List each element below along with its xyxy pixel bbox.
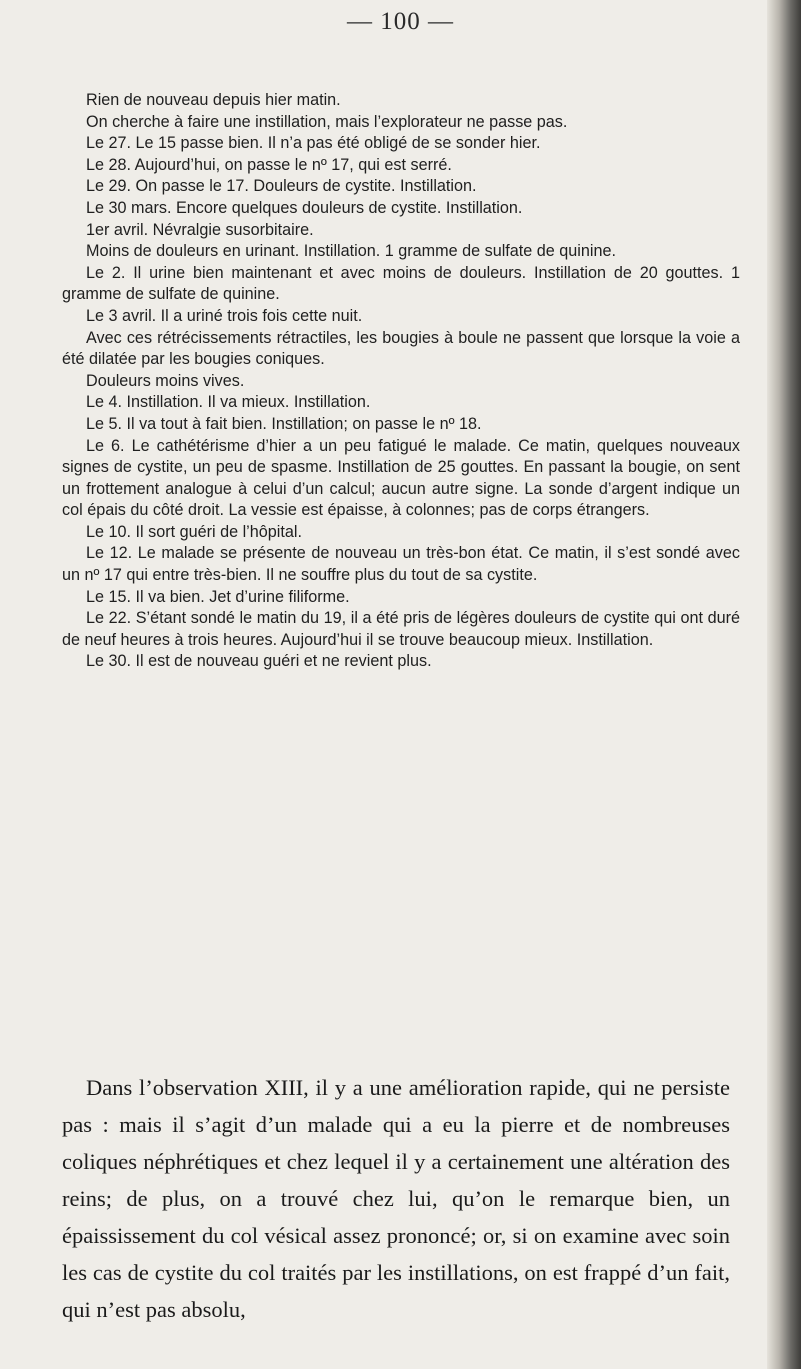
- journal-entry: Le 2. Il urine bien maintenant et avec moins de douleurs. Instillation de 20 gouttes. 1 gramme de sulfate de quinine.: [62, 263, 740, 304]
- journal-entry: Le 30 mars. Encore quelques douleurs de cystite. Instillation.: [86, 198, 523, 217]
- page-number: — 100 —: [347, 8, 454, 35]
- journal-entry: Douleurs moins vives.: [86, 371, 245, 390]
- journal-entry: On cherche à faire une instillation, mais l’explorateur ne passe pas.: [86, 112, 568, 131]
- journal-entry: Le 4. Instillation. Il va mieux. Instillation.: [86, 393, 371, 412]
- journal-entry: Le 28. Aujourd’hui, on passe le nº 17, qui est serré.: [86, 155, 452, 174]
- journal-entry: Le 12. Le malade se présente de nouveau un très-bon état. Ce matin, il s’est sondé avec un nº 17 qui entre très-bien. Il ne souffre plus du tout de sa cystite.: [62, 544, 740, 585]
- journal-entry: Le 10. Il sort guéri de l’hôpital.: [86, 522, 302, 541]
- journal-entry: Moins de douleurs en urinant. Instillation. 1 gramme de sulfate de quinine.: [86, 242, 617, 261]
- journal-entry: Le 27. Le 15 passe bien. Il n’a pas été obligé de se sonder hier.: [86, 134, 541, 153]
- journal-entry: Le 22. S’étant sondé le matin du 19, il a été pris de légères douleurs de cystite qui ont duré de neuf heures à trois heures. Aujourd’hui il se trouve beaucoup mieux. Instillation.: [62, 609, 740, 649]
- page-binding-edge: [767, 0, 801, 1369]
- journal-entry: Le 3 avril. Il a uriné trois fois cette nuit.: [86, 306, 363, 325]
- journal-entry: 1er avril. Névralgie susorbitaire.: [86, 220, 314, 239]
- journal-entry: Le 30. Il est de nouveau guéri et ne revient plus.: [86, 652, 432, 671]
- journal-entry: Rien de nouveau depuis hier matin.: [86, 91, 341, 109]
- commentary-paragraph: [62, 1069, 730, 1328]
- commentary-text: Dans l’observation XIII, il y a une amélioration rapide, qui ne persiste pas : mais il s’agit d’un malade qui a eu la pierre et de nombreuses coliques néphrétiques et chez lequel il y a certainement une altération des reins; de plus, on a trouvé chez lui, qu’on le remarque bien, un épaississement du col vésical assez prononcé; or, si on examine avec soin les cas de cystite du col traités par les instillations, on est frappé d’un fait, qui n’est pas absolu,: [62, 1075, 730, 1322]
- journal-entry: Le 29. On passe le 17. Douleurs de cystite. Instillation.: [86, 177, 477, 196]
- journal-entry: Le 6. Le cathétérisme d’hier a un peu fatigué le malade. Ce matin, quelques nouveaux signes de cystite, un peu de spasme. Instillation de 25 gouttes. En passant la bougie, on sent un frottement analogue à celui d’un calcul; aucun autre signe. La sonde d’argent indique un col épais du côté droit. La vessie est épaisse, à colonnes; pas de corps étrangers.: [62, 436, 740, 520]
- journal-entry: Le 5. Il va tout à fait bien. Instillation; on passe le nº 18.: [86, 414, 482, 433]
- clinical-journal: [62, 90, 740, 673]
- journal-entry: Le 15. Il va bien. Jet d’urine filiforme.: [86, 587, 350, 606]
- journal-entry: Avec ces rétrécissements rétractiles, les bougies à boule ne passent que lorsque la voie a été dilatée par les bougies coniques.: [62, 328, 740, 369]
